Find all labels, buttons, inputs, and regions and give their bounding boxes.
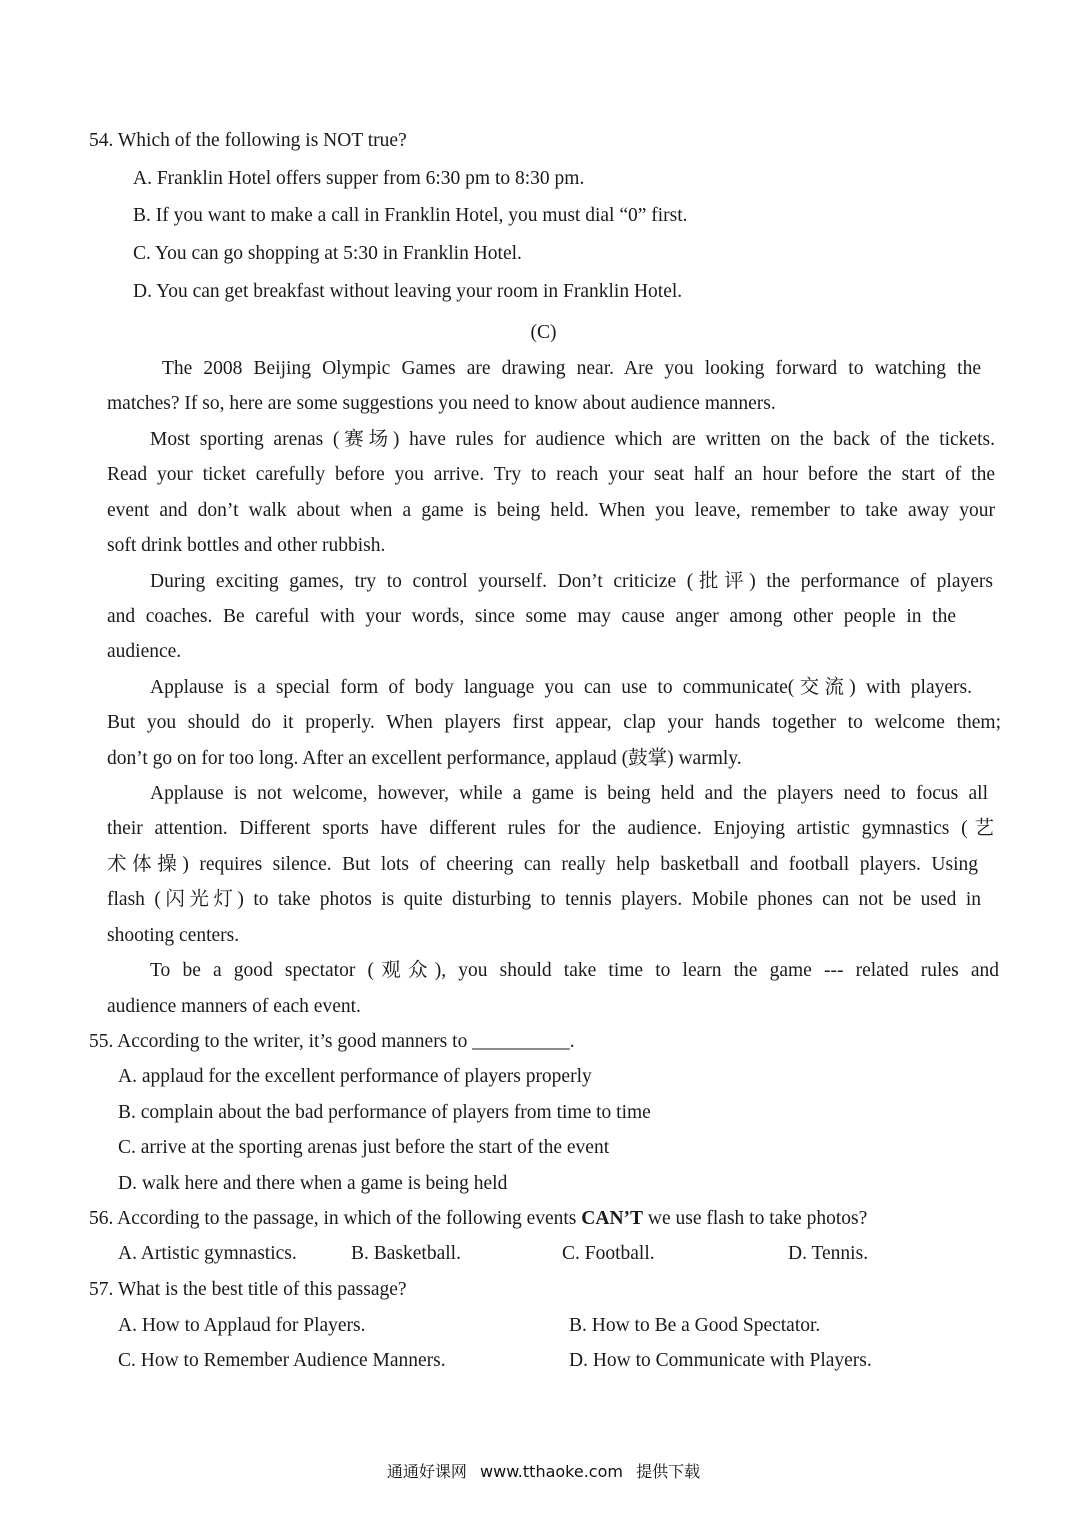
passage-line: Applause is not welcome, however, while a game is being held and the players need to focus all bbox=[150, 783, 988, 804]
question-56-stem bbox=[89, 1207, 867, 1231]
question-56-stem-start: 56. According to the passage, in which of the following events bbox=[89, 1208, 582, 1229]
question-56-stem-emphasis: CAN’T bbox=[581, 1208, 644, 1229]
question-56-option-d: D. Tennis. bbox=[788, 1243, 869, 1264]
question-55-option-b: B. complain about the bad performance of players from time to time bbox=[118, 1102, 651, 1123]
question-54-option-d: D. You can get breakfast without leaving your room in Franklin Hotel. bbox=[133, 281, 683, 302]
passage-line: event and don’t walk about when a game is being held. When you leave, remember to take away your bbox=[107, 500, 995, 521]
footer-site-name: 通通好课网 bbox=[386, 1462, 467, 1481]
passage-line: Read your ticket carefully before you arrive. Try to reach your seat half an hour before the start of the bbox=[107, 464, 995, 485]
question-54-option-a: A. Franklin Hotel offers supper from 6:30 pm to 8:30 pm. bbox=[133, 168, 585, 189]
question-57-option-c: C. How to Remember Audience Manners. bbox=[118, 1350, 446, 1371]
question-57-option-d: D. How to Communicate with Players. bbox=[569, 1350, 872, 1371]
passage-line: don’t go on for too long. After an excellent performance, applaud (鼓掌) warmly. bbox=[107, 748, 742, 769]
passage-line: audience manners of each event. bbox=[107, 996, 361, 1017]
question-56-option-c: C. Football. bbox=[562, 1243, 655, 1264]
passage-line: Most sporting arenas (赛场) have rules for audience which are written on the back of the tickets. bbox=[150, 429, 995, 450]
passage-line: The 2008 Beijing Olympic Games are drawing near. Are you looking forward to watching the bbox=[162, 358, 981, 379]
question-54-option-c: C. You can go shopping at 5:30 in Franklin Hotel. bbox=[133, 243, 522, 264]
question-56-option-b: B. Basketball. bbox=[351, 1243, 461, 1264]
passage-line: But you should do it properly. When players first appear, clap your hands together to welcome them; bbox=[107, 712, 1001, 733]
passage-line: 术体操) requires silence. But lots of cheering can really help basketball and football players. Using bbox=[107, 854, 978, 875]
question-56-option-a: A. Artistic gymnastics. bbox=[118, 1243, 297, 1264]
footer-url[interactable]: www.tthaoke.com bbox=[480, 1462, 623, 1481]
passage-line: During exciting games, try to control yourself. Don’t criticize (批评) the performance of players bbox=[150, 571, 993, 592]
passage-line: soft drink bottles and other rubbish. bbox=[107, 535, 386, 556]
question-55-option-a: A. applaud for the excellent performance of players properly bbox=[118, 1066, 592, 1087]
passage-line: flash (闪光灯) to take photos is quite disturbing to tennis players. Mobile phones can not be used in bbox=[107, 889, 981, 910]
question-56-stem-end: we use flash to take photos? bbox=[643, 1208, 868, 1229]
question-55-stem: 55. According to the writer, it’s good manners to __________. bbox=[89, 1031, 575, 1052]
footer-suffix: 提供下载 bbox=[636, 1462, 701, 1481]
passage-line: their attention. Different sports have different rules for the audience. Enjoying artistic gymnastics (艺 bbox=[107, 818, 994, 839]
passage-line: shooting centers. bbox=[107, 925, 240, 946]
passage-line: audience. bbox=[107, 641, 182, 662]
page-footer bbox=[0, 1461, 1087, 1483]
question-57-option-a: A. How to Applaud for Players. bbox=[118, 1315, 366, 1336]
passage-line: matches? If so, here are some suggestions you need to know about audience manners. bbox=[107, 393, 776, 414]
question-55-option-c: C. arrive at the sporting arenas just before the start of the event bbox=[118, 1137, 610, 1158]
passage-c-label: (C) bbox=[530, 322, 557, 343]
passage-line: To be a good spectator (观众), you should take time to learn the game --- related rules and bbox=[150, 960, 999, 981]
question-55-option-d: D. walk here and there when a game is being held bbox=[118, 1173, 508, 1194]
question-54-stem: 54. Which of the following is NOT true? bbox=[89, 130, 407, 151]
question-57-option-b: B. How to Be a Good Spectator. bbox=[569, 1315, 821, 1336]
question-54-option-b: B. If you want to make a call in Franklin Hotel, you must dial “0” first. bbox=[133, 205, 688, 226]
passage-line: Applause is a special form of body language you can use to communicate(交流) with players. bbox=[150, 677, 972, 698]
question-57-stem: 57. What is the best title of this passage? bbox=[89, 1279, 407, 1300]
passage-line: and coaches. Be careful with your words, since some may cause anger among other people in the bbox=[107, 606, 956, 627]
